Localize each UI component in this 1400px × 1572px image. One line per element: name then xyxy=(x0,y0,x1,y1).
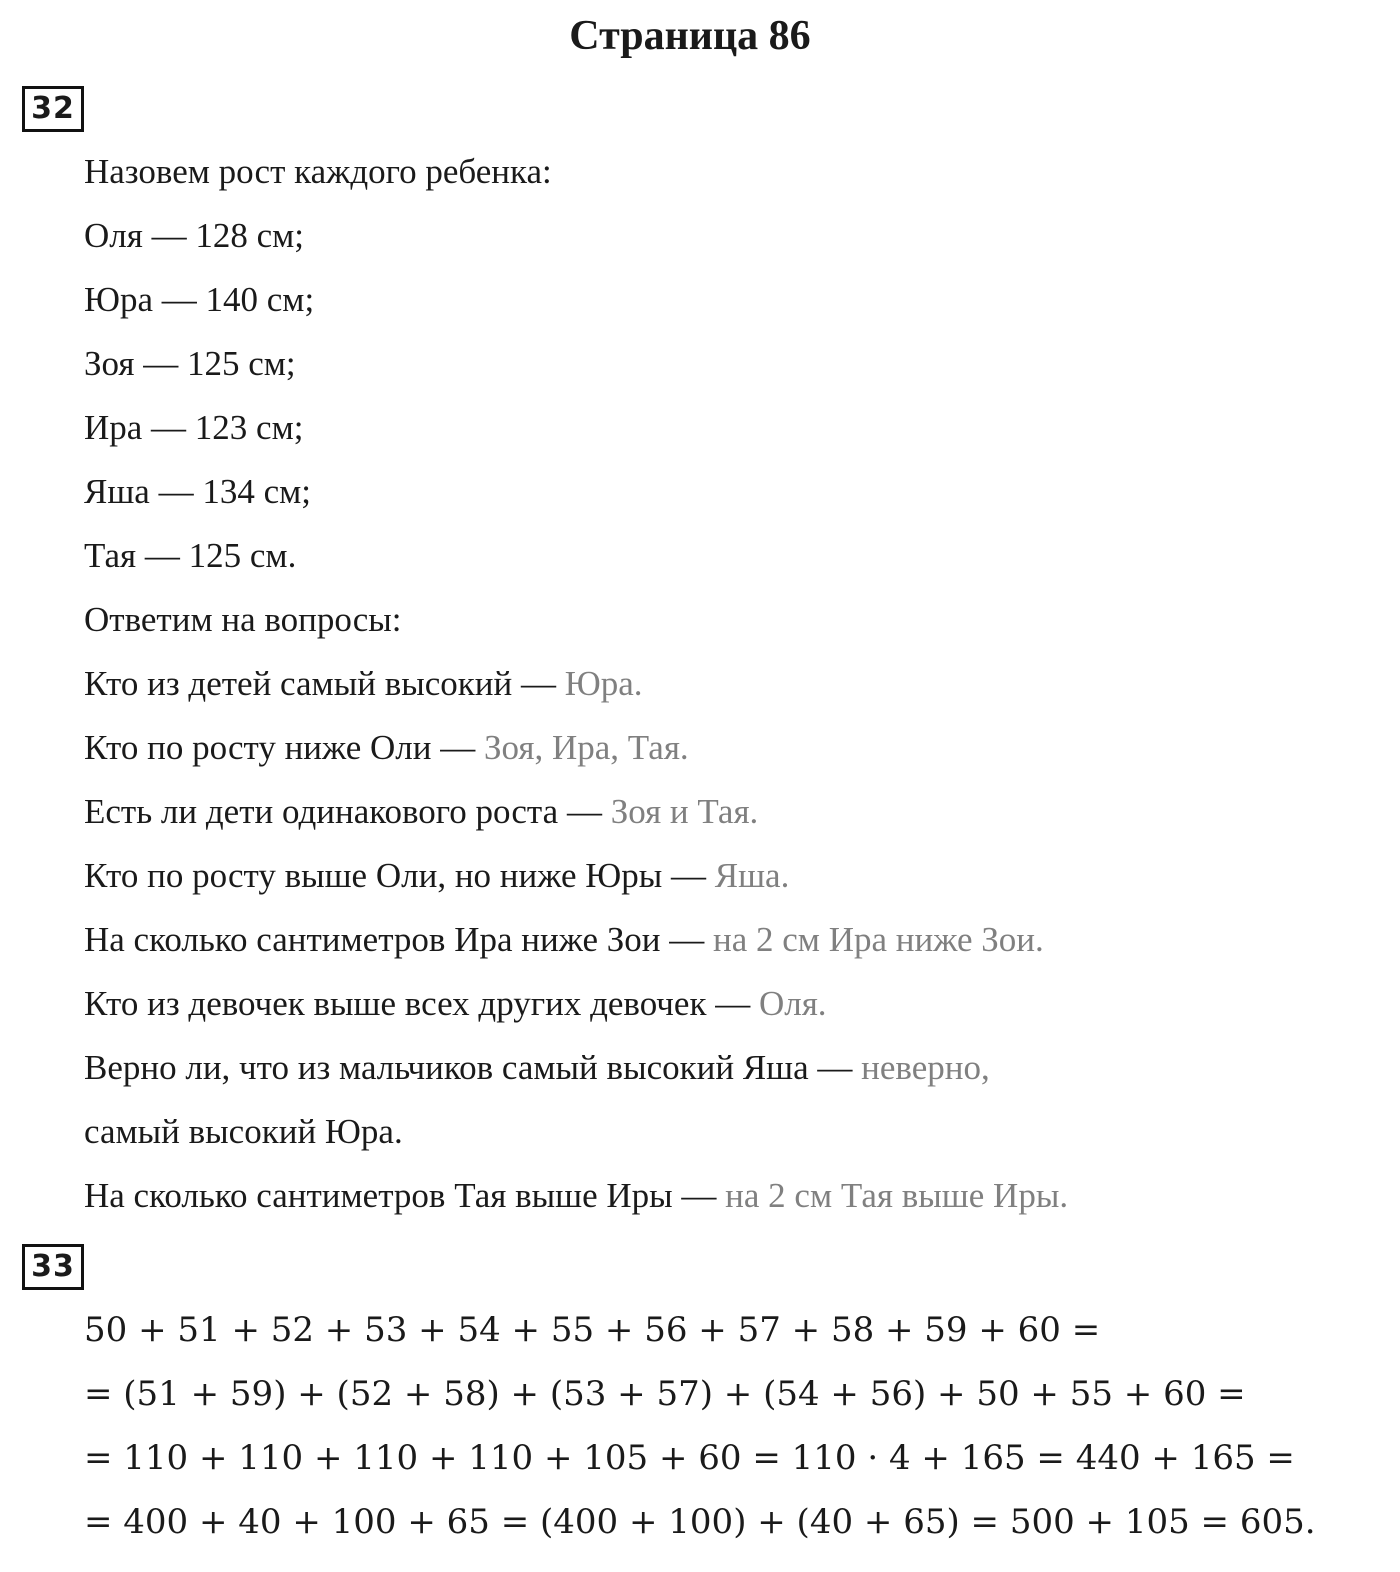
line-text: На сколько сантиметров Ира ниже Зои — xyxy=(84,920,713,959)
line-answer: неверно, xyxy=(861,1048,990,1087)
line-answer: на 2 см Ира ниже Зои. xyxy=(713,920,1044,959)
line-text: Тая — 125 см. xyxy=(84,536,297,575)
line-text: Ира — 123 см; xyxy=(84,408,304,447)
task-32-line xyxy=(84,588,1068,652)
task-32-line xyxy=(84,332,1068,396)
line-text: Яша — 134 см; xyxy=(84,472,311,511)
task-32-line xyxy=(84,844,1068,908)
task-33-equation-line: = 110 + 110 + 110 + 110 + 105 + 60 = 110 · 4 + 165 = 440 + 165 = xyxy=(84,1438,1295,1478)
line-text: Кто из детей самый высокий — xyxy=(84,664,565,703)
line-text: Оля — 128 см; xyxy=(84,216,304,255)
line-answer: Зоя, Ира, Тая. xyxy=(484,728,689,767)
line-text: Верно ли, что из мальчиков самый высокий Яша — xyxy=(84,1048,862,1087)
line-text: Юра — 140 см; xyxy=(84,280,315,319)
line-text: Кто из девочек выше всех других девочек — xyxy=(84,984,759,1023)
line-text: Ответим на вопросы: xyxy=(84,600,402,639)
line-answer: Юра. xyxy=(564,664,643,703)
task-32-line xyxy=(84,396,1068,460)
line-text: Есть ли дети одинакового роста — xyxy=(84,792,611,831)
line-text: Зоя — 125 см; xyxy=(84,344,296,383)
task-32-line xyxy=(84,524,1068,588)
task-32-line xyxy=(84,140,1068,204)
task-32-line xyxy=(84,716,1068,780)
task-33-equation-line: = (51 + 59) + (52 + 58) + (53 + 57) + (54 + 56) + 50 + 55 + 60 = xyxy=(84,1374,1246,1414)
line-text: Кто по росту выше Оли, но ниже Юры — xyxy=(84,856,715,895)
task-32-line xyxy=(84,780,1068,844)
line-text: Назовем рост каждого ребенка: xyxy=(84,152,552,191)
line-text: Кто по росту ниже Оли — xyxy=(84,728,485,767)
task-32-line xyxy=(84,908,1068,972)
page-title: Страница 86 xyxy=(569,13,811,59)
task-33-equation-line: = 400 + 40 + 100 + 65 = (400 + 100) + (40 + 65) = 500 + 105 = 605. xyxy=(84,1502,1316,1542)
task-number-33: 33 xyxy=(22,1244,84,1290)
task-33-equation-line: 50 + 51 + 52 + 53 + 54 + 55 + 56 + 57 + 58 + 59 + 60 = xyxy=(84,1310,1101,1350)
task-32-line xyxy=(84,460,1068,524)
task-number-32: 32 xyxy=(22,86,84,132)
line-answer: самый высокий Юра. xyxy=(84,1112,403,1151)
task-32-line xyxy=(84,268,1068,332)
task-32-lines xyxy=(84,140,1068,1228)
line-answer: на 2 см Тая выше Иры. xyxy=(725,1176,1069,1215)
line-text: На сколько сантиметров Тая выше Иры — xyxy=(84,1176,726,1215)
task-33-lines xyxy=(84,1298,1316,1554)
task-32-line xyxy=(84,972,1068,1036)
task-32-line xyxy=(84,1036,1068,1100)
task-32-line xyxy=(84,652,1068,716)
line-answer: Яша. xyxy=(714,856,790,895)
line-answer: Зоя и Тая. xyxy=(610,792,759,831)
task-32-line xyxy=(84,1164,1068,1228)
line-answer: Оля. xyxy=(758,984,827,1023)
task-32-line xyxy=(84,204,1068,268)
task-32-line xyxy=(84,1100,1068,1164)
